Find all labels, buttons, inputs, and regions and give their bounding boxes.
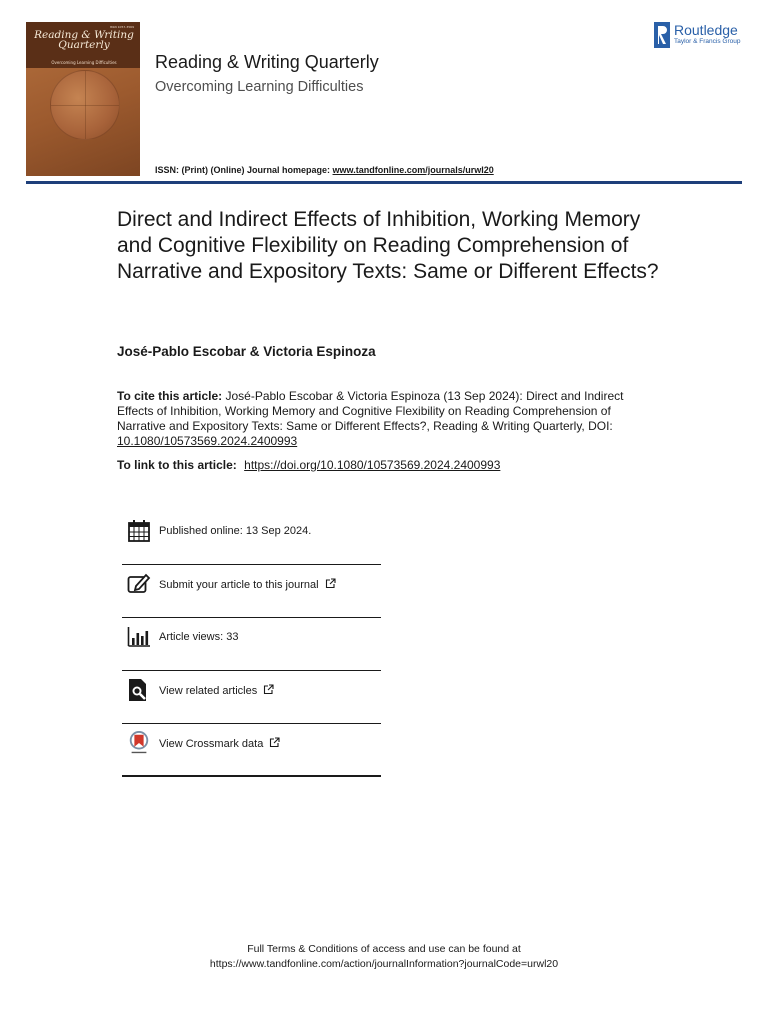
related-articles-link[interactable]: View related articles <box>159 684 274 697</box>
external-link-icon <box>325 578 336 589</box>
crossmark-link[interactable]: View Crossmark data <box>159 737 280 750</box>
external-link-icon <box>269 737 280 748</box>
article-title: Direct and Indirect Effects of Inhibition, Working Memory and Cognitive Flexibility on Reading Comprehension of Narrative and Expository Texts: Same or Different Effects? <box>117 208 659 283</box>
cite-doi-link[interactable]: 10.1080/10573569.2024.2400993 <box>117 434 298 448</box>
article-views-row <box>122 618 381 671</box>
issn-line <box>155 165 494 175</box>
article-doi-link[interactable]: https://doi.org/10.1080/10573569.2024.2400993 <box>244 458 501 472</box>
cite-label: To cite this article: <box>117 389 223 403</box>
cite-text: José-Pablo Escobar & Victoria Espinoza (13 Sep 2024): Direct and Indirect Effects of Inhibition, Working Memory and Cognitive Flexibility on Reading Comprehension of Narrative and Expository Texts: Same or Different Effects?, Reading & Writing Quarterly, DOI: <box>117 389 624 433</box>
publisher-name: Routledge <box>674 22 738 38</box>
citation-block <box>117 389 652 449</box>
crossmark-icon <box>127 731 151 755</box>
article-link-line <box>117 458 500 472</box>
journal-cover-image: ISSN 1057-3569 Reading & Writing Quarterly Overcoming Learning Difficulties <box>26 22 140 176</box>
search-document-icon <box>127 678 151 702</box>
link-label: To link to this article: <box>117 458 237 472</box>
submit-article-row[interactable] <box>122 565 381 618</box>
published-row <box>122 512 381 565</box>
publisher-logo[interactable] <box>654 22 740 50</box>
article-views-count: Article views: 33 <box>159 631 239 643</box>
calendar-icon <box>127 519 151 543</box>
terms-footer <box>0 942 768 972</box>
terms-line-1: Full Terms & Conditions of access and use can be found at <box>247 943 521 955</box>
article-authors: José-Pablo Escobar & Victoria Espinoza <box>117 344 376 359</box>
terms-url[interactable]: https://www.tandfonline.com/action/journalInformation?journalCode=urwl20 <box>209 958 559 970</box>
issn-label: ISSN: (Print) (Online) Journal homepage: <box>155 165 331 175</box>
related-articles-row[interactable] <box>122 671 381 724</box>
routledge-r-icon <box>654 22 670 48</box>
journal-subtitle: Overcoming Learning Difficulties <box>155 79 364 95</box>
publisher-group: Taylor & Francis Group <box>674 38 741 45</box>
bar-chart-icon <box>127 625 151 649</box>
journal-homepage-link[interactable]: www.tandfonline.com/journals/urwl20 <box>332 165 494 175</box>
header-divider <box>26 181 742 184</box>
published-date: Published online: 13 Sep 2024. <box>159 525 312 537</box>
cover-subtitle: Overcoming Learning Difficulties <box>51 60 117 65</box>
cover-title: Reading & Writing Quarterly <box>34 29 134 51</box>
journal-title: Reading & Writing Quarterly <box>155 52 379 72</box>
article-info-list <box>122 512 381 777</box>
crossmark-row[interactable] <box>122 724 381 777</box>
edit-icon <box>127 572 151 596</box>
external-link-icon <box>263 684 274 695</box>
submit-article-link[interactable]: Submit your article to this journal <box>159 578 336 591</box>
